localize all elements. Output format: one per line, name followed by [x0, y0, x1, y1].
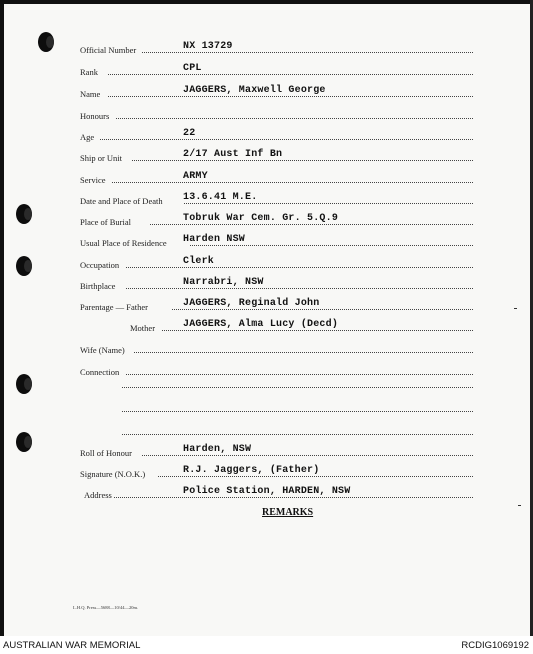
field-value: Tobruk War Cem. Gr. 5.Q.9	[183, 213, 339, 224]
field-label: Rank	[80, 67, 98, 77]
field-wife	[80, 341, 473, 355]
field-label: Address	[84, 490, 112, 500]
dotted-line	[134, 352, 473, 353]
field-label: Official Number	[80, 45, 137, 55]
field-value: ARMY	[183, 171, 208, 182]
field-value: Clerk	[183, 256, 215, 267]
field-occupation	[80, 256, 473, 270]
field-rank	[80, 63, 473, 77]
dotted-line	[112, 182, 473, 183]
dotted-line	[108, 96, 473, 97]
field-value: JAGGERS, Maxwell George	[183, 85, 326, 96]
field-value: R.J. Jaggers, (Father)	[183, 465, 320, 476]
field-label: Name	[80, 89, 101, 99]
field-age	[80, 128, 473, 142]
field-label: Ship or Unit	[80, 153, 123, 163]
dotted-line	[108, 74, 473, 75]
field-label: Service	[80, 175, 106, 185]
field-value: NX 13729	[183, 41, 233, 52]
field-mother	[80, 319, 473, 333]
field-label: Birthplace	[80, 281, 116, 291]
scan-speckle	[514, 308, 517, 309]
field-label: Signature (N.O.K.)	[80, 469, 146, 479]
field-label: Place of Burial	[80, 217, 131, 227]
punch-hole-icon	[16, 432, 32, 452]
punch-hole-icon	[16, 374, 32, 394]
connection-blank-line	[122, 434, 473, 435]
field-label: Parentage — Father	[80, 302, 148, 312]
printer-note: L.H.Q. Press—5688—10/44—20m.	[73, 605, 139, 610]
scan-speckle	[518, 505, 521, 506]
scan-edge-left	[0, 0, 4, 636]
field-label: Occupation	[80, 260, 120, 270]
field-value: CPL	[183, 63, 202, 74]
field-value: Harden NSW	[183, 234, 246, 245]
remarks-heading: REMARKS	[262, 507, 314, 518]
dotted-line	[158, 476, 473, 477]
field-label: Usual Place of Residence	[80, 238, 167, 248]
dotted-line	[162, 330, 473, 331]
dotted-line	[126, 374, 473, 375]
field-label: Age	[80, 132, 95, 142]
footer-source: AUSTRALIAN WAR MEMORIAL	[3, 640, 141, 651]
dotted-line	[184, 203, 473, 204]
field-label: Date and Place of Death	[80, 196, 163, 206]
dotted-line	[172, 309, 473, 310]
field-honours	[80, 107, 473, 121]
dotted-line	[100, 139, 473, 140]
field-connection	[80, 363, 473, 377]
field-label: Roll of Honour	[80, 448, 132, 458]
field-value: 2/17 Aust Inf Bn	[183, 149, 283, 160]
footer-record-id: RCDIG1069192	[461, 640, 529, 651]
field-value: Harden, NSW	[183, 444, 252, 455]
field-service	[80, 171, 473, 185]
field-label: Wife (Name)	[80, 345, 125, 355]
field-usual-residence	[80, 234, 473, 248]
dotted-line	[142, 455, 473, 456]
dotted-line	[126, 288, 473, 289]
dotted-line	[126, 267, 473, 268]
field-father	[80, 298, 473, 312]
field-value: Police Station, HARDEN, NSW	[183, 486, 351, 497]
punch-hole-icon	[16, 256, 32, 276]
dotted-line	[150, 224, 473, 225]
field-label: Honours	[80, 111, 110, 121]
field-label: Mother	[130, 323, 156, 333]
connection-blank-line	[122, 387, 473, 388]
field-birthplace	[80, 277, 473, 291]
dotted-line	[114, 497, 473, 498]
field-value: 22	[183, 128, 196, 139]
punch-hole-icon	[38, 32, 54, 52]
field-value: JAGGERS, Reginald John	[183, 298, 320, 309]
field-date-place-of-death	[80, 192, 473, 206]
connection-blank-line	[122, 411, 473, 412]
field-value: Narrabri, NSW	[183, 277, 264, 288]
field-ship-or-unit	[80, 149, 473, 163]
punch-hole-icon	[16, 204, 32, 224]
field-address	[80, 486, 473, 500]
dotted-line	[116, 118, 473, 119]
field-value: 13.6.41 M.E.	[183, 192, 258, 203]
field-roll-of-honour	[80, 444, 473, 458]
dotted-line	[190, 245, 473, 246]
scan-edge-top	[0, 0, 533, 4]
field-official-number	[80, 41, 473, 55]
field-label: Connection	[80, 367, 120, 377]
dotted-line	[132, 160, 473, 161]
dotted-line	[142, 52, 473, 53]
field-place-of-burial	[80, 213, 473, 227]
field-signature-nok	[80, 465, 473, 479]
field-value: JAGGERS, Alma Lucy (Decd)	[183, 319, 339, 330]
field-name	[80, 85, 473, 99]
